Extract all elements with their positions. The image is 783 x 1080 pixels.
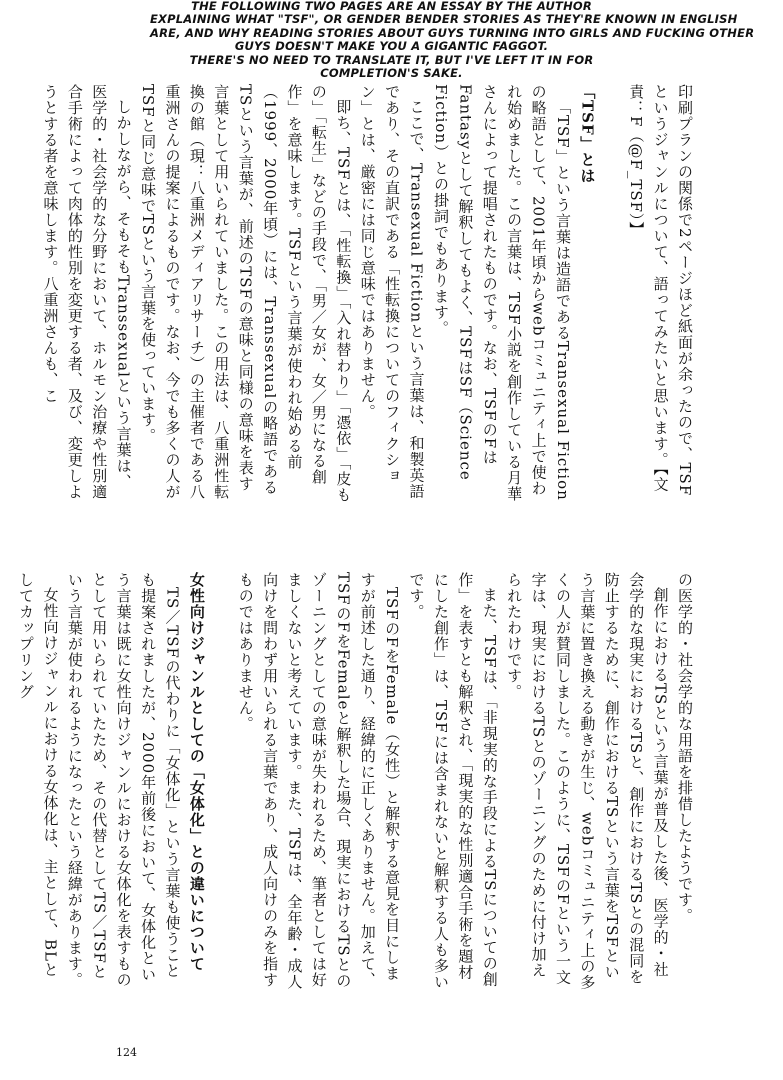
note-line: THERE'S NO NEED TO TRANSLATE IT, BUT I'VE LEFT IT IN FOR [189, 52, 594, 67]
note-line: ARE, AND WHY READING STORIES ABOUT GUYS TURNING INTO GIRLS AND FUCKING OTHER [150, 25, 755, 40]
paragraph: TS／TSFの代わりに「女体化」という言葉も使うことも提案されましたが、2000年前後において、女体化という言葉は既に女性向けジャンルにおける女体化を表すものとして用いられていたため、その代替としてTS／TSFという言葉が使われるようになったという経緯があります。 [65, 572, 182, 988]
upper-text-block [38, 84, 697, 504]
paragraph: 女性向けジャンルにおける女体化は、主として、BLとしてカップリング [17, 572, 60, 978]
page-number: 124 [116, 1046, 137, 1059]
paragraph: 「TSF」という言葉は造語であるTransexual Fictionの略語として、2001年頃からwebコミュニティ上で使われ始めました。この言葉は、TSF小説を創作している月華さんによって提唱されたものです。なお、TSFのFはFantasyとして解釈してもよく、TSFはSF（Science Fiction）との掛詞でもあります。 [431, 84, 572, 502]
note-line: THE FOLLOWING TWO PAGES ARE AN ESSAY BY THE AUTHOR [191, 0, 592, 13]
translator-note [150, 0, 755, 81]
lower-text-block [14, 572, 697, 992]
paragraph: の医学的・社会学的な用語を排借したようです。 [676, 572, 694, 924]
paragraph: ここで、Transexual Fictionという言葉は、和製英語であり、その直訳である「性転換についてのフィクション」とは、厳密には同じ意味ではありません。 [358, 84, 426, 500]
paragraph: また、TSFは、「非現実的な手段によるTSについての創作」を表すとも解釈され、「現実的な性別適合手術を題材にした創作」は、TSFには含まれないと解釈する人も多いです。 [407, 572, 499, 990]
paragraph: 即ち、TSFとは、「性転換」「入れ替わり」「憑依」「皮もの」「転生」などの手段で、「男／女が、女／男になる創作」を意味します。TSFという言葉が使われ始める前（1999、2000年頃）には、Transsexualの略語であるTSという言葉が、前述のTSFの意味と同様の意味を表す言葉として用いられていました。この用法は、八重洲性転換の館（現：八重洲メディアリサーチ）の主催者である八重洲さんの提案によるものです。なお、今でも多くの人がTSFと同じ意味でTSという言葉を使っています。 [139, 84, 353, 503]
note-line: GUYS DOESN'T MAKE YOU A GIGANTIC FAGGOT. [234, 39, 549, 54]
note-line: EXPLAINING WHAT "TSF", OR GENDER BENDER STORIES AS THEY'RE KNOWN IN ENGLISH [150, 12, 738, 27]
section-heading-nyotaika: 女性向けジャンルとしての「女体化」との違いについて [187, 572, 206, 972]
paragraph: しかしながら、そもそもTranssexualという言葉は、医学的・社会学的な分野において、ホルモン治療や性別適合手術によって肉体的性別を変更する者、及び、変更しようとする者を意味します。八重洲さんも、こ [41, 84, 133, 500]
intro-paragraph: 印刷プランの関係で2ページほど紙面が余ったので、TSFというジャンルについて、語ってみたいと思います。【文責：F（@F_TSF）】 [627, 84, 694, 497]
paragraph: TSFのFをFemale（女性）と解釈する意見を目にしますが前述した通り、経緯的に正しくありません。加えて、TSFのFをFemaleと解釈した場合、現実におけるTSとのゾーニングとしての意味が失われるため、筆者としては好ましくないと考えています。また、TSFは、全年齢・成人向けを問わず用いられる言葉であり、成人向けのみを指すものではありません。 [236, 572, 402, 990]
note-line: COMPLETION'S SAKE. [320, 66, 463, 81]
paragraph: 創作におけるTSという言葉が普及した後、医学的・社会学的な現実におけるTSと、創作におけるTSとの混同を防止するために、創作におけるTSという言葉をTSFという言葉に置き換える動きが生じ、webコミュニティ上の多くの人が賛同しました。このように、TSFのFという一文字は、現実におけるTSとのゾーニングのために付け加えられたわけです。 [505, 572, 670, 991]
section-heading-tsf: 「TSF」とは [578, 84, 597, 184]
